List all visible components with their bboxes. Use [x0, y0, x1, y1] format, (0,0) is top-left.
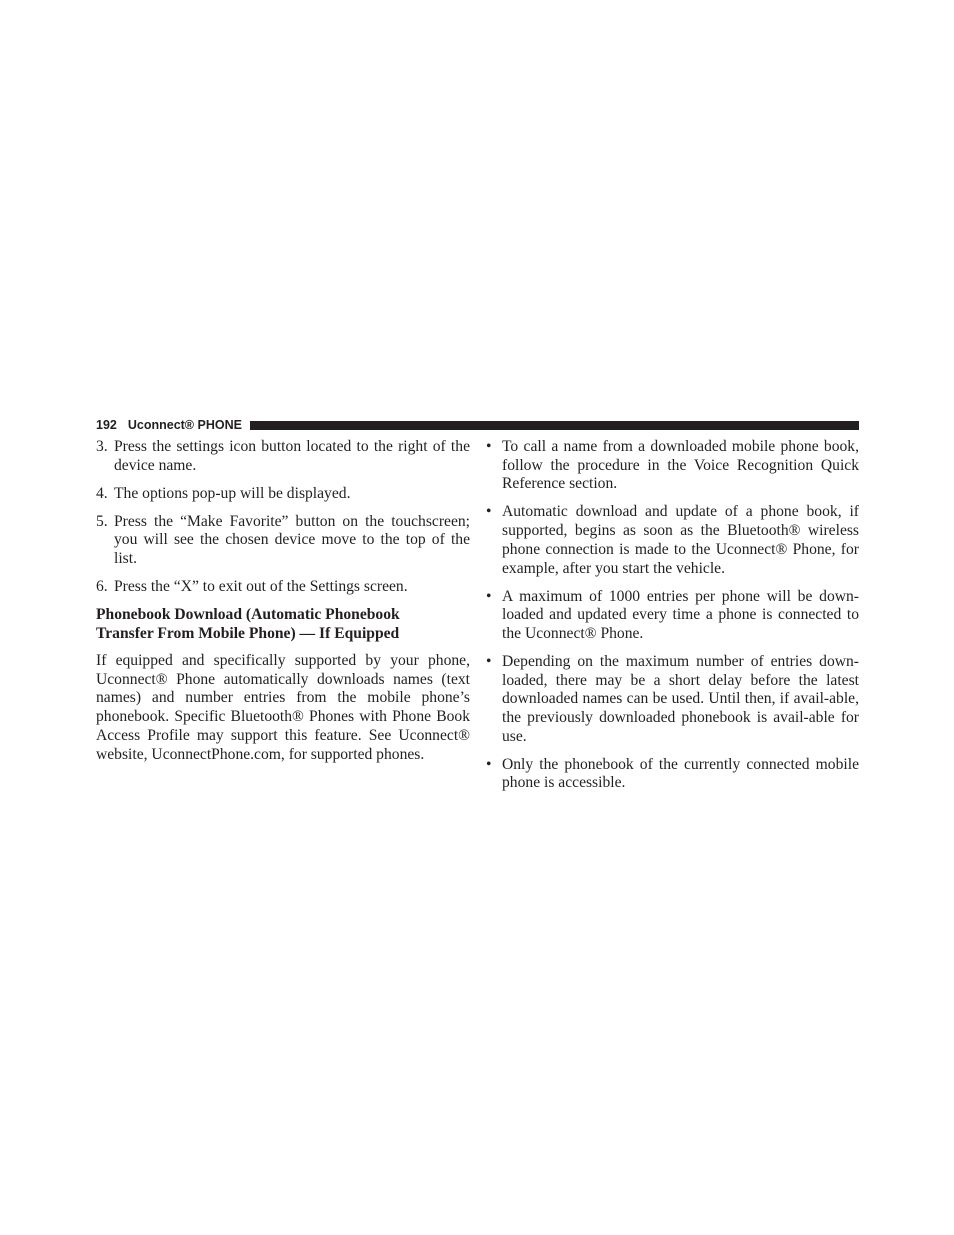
- bullet-text: Automatic download and update of a phone book, if supported, begins as soon as the Bluetooth® wireless phone connection is made to the Uconnect® Phone, for example, after you start the vehicle.: [502, 503, 859, 577]
- step-text: The options pop-up will be displayed.: [114, 484, 351, 502]
- bullet-item: [484, 653, 859, 747]
- header-rule: [250, 421, 859, 430]
- left-column: [96, 438, 470, 764]
- step-item: [96, 578, 470, 597]
- bullet-icon: •: [486, 755, 492, 773]
- page-number: 192: [96, 418, 117, 432]
- body-paragraph: If equipped and specifically supported by your phone, Uconnect® Phone automatically downloads names (text names) and number entries from the mobile phone’s phonebook. Specific Bluetooth® Phones with Phone Book Access Profile may support this feature. See Uconnect® website, UconnectPhone.com, for supported phones.: [96, 652, 470, 763]
- step-text: Press the “X” to exit out of the Settings screen.: [114, 578, 408, 596]
- step-number: 4.: [96, 484, 108, 502]
- right-column: [484, 438, 859, 802]
- section-title: Uconnect® PHONE: [127, 418, 242, 432]
- bullet-item: [484, 756, 859, 793]
- bullet-icon: •: [486, 587, 492, 605]
- bullet-item: [484, 438, 859, 494]
- bullet-text: To call a name from a downloaded mobile phone book, follow the procedure in the Voice Recognition Quick Reference section.: [502, 438, 859, 493]
- step-text: Press the settings icon button located to the right of the device name.: [114, 438, 470, 474]
- bullet-icon: •: [486, 652, 492, 670]
- bullet-text: Depending on the maximum number of entries down-loaded, there may be a short delay before the latest downloaded names can be used. Until then, if avail-able, the previously downloaded phonebook is avail-able for use.: [502, 652, 859, 745]
- step-item: [96, 513, 470, 569]
- section-heading: [96, 606, 470, 643]
- step-item: [96, 485, 470, 504]
- bullet-text: Only the phonebook of the currently connected mobile phone is accessible.: [502, 755, 859, 792]
- heading-line-1: Phonebook Download (Automatic Phonebook: [96, 606, 400, 624]
- step-list: [96, 438, 470, 597]
- bullet-item: [484, 588, 859, 644]
- bullet-icon: •: [486, 503, 492, 521]
- step-number: 3.: [96, 438, 108, 455]
- step-number: 5.: [96, 512, 108, 530]
- step-number: 6.: [96, 578, 108, 596]
- page-header: [96, 417, 859, 433]
- bullet-list: [484, 438, 859, 793]
- step-text: Press the “Make Favorite” button on the touchscreen; you will see the chosen device move to the top of the list.: [114, 512, 470, 568]
- bullet-icon: •: [486, 438, 492, 455]
- bullet-text: A maximum of 1000 entries per phone will be down-loaded and updated every time a phone is connected to the Uconnect® Phone.: [502, 587, 859, 642]
- bullet-item: [484, 503, 859, 578]
- step-item: [96, 438, 470, 475]
- heading-line-2: Transfer From Mobile Phone) — If Equipped: [96, 624, 400, 642]
